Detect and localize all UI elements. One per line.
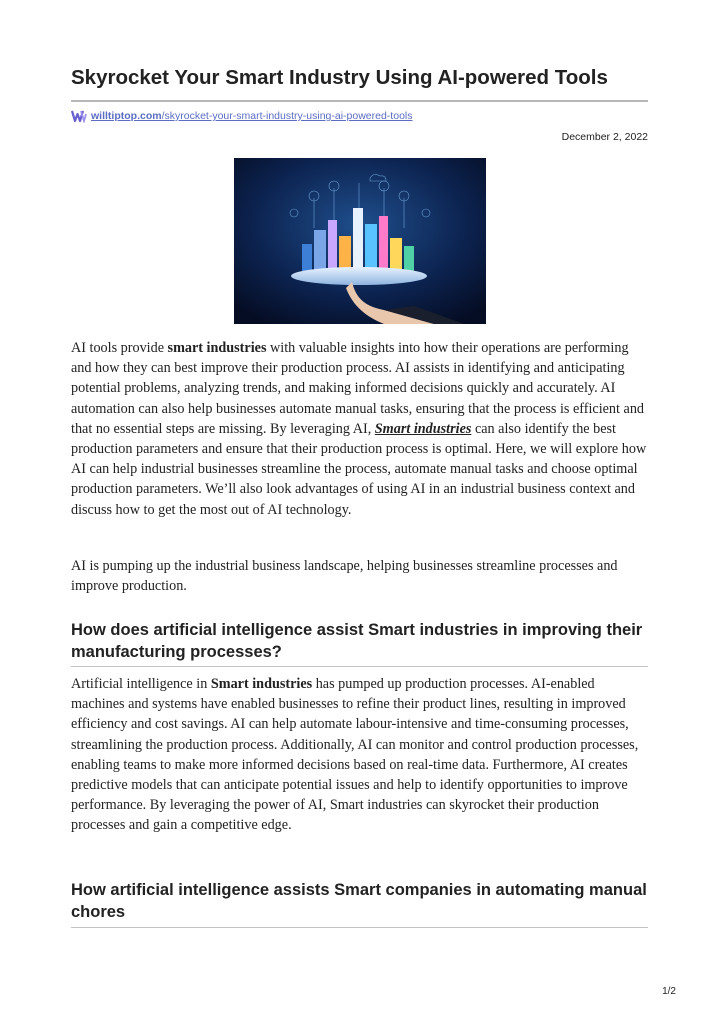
source-path[interactable]: /skyrocket-your-smart-industry-using-ai-powered-tools <box>161 110 413 122</box>
section1-text-2: has pumped up production processes. AI-enabled machines and systems have enabled businesses to refine their product lines, resulting in improved efficiency and cost savings. AI can help automate labour-intensive and time-consuming processes, streamlining the production process. Additionally, AI can monitor and control production processes, enabling teams to make more informed decisions based on real-time data. Furthermore, AI creates predictive models that can anticipate potential issues and help to identify opportunities to improve performance. By leveraging the power of AI, Smart industries can skyrocket their production processes and gain a competitive edge. <box>71 676 639 834</box>
page-number: 1/2 <box>662 986 676 997</box>
site-logo-icon <box>71 109 87 123</box>
intro-text-2: with valuable insights into how their operations are performing and how they can best improve their production process. AI assists in identifying and anticipating potential problems, analyzing trends, and making informed decisions quickly and accurately. AI automation can also help businesses automate manual tasks, ensuring that the process is efficient and that no essential steps are missing. By leveraging AI, <box>71 340 645 437</box>
intro-bold-term: smart industries <box>167 340 267 356</box>
hero-image <box>234 158 486 324</box>
section1-bold-term: Smart industries <box>210 676 313 692</box>
title-divider <box>71 100 648 102</box>
intro-text-3: can also identify the best production parameters and ensure that their production process is optimal. Here, we will explore how AI can help industrial businesses streamline the process, automate manual tasks and choose optimal production parameters. We’ll also look advantages of using AI in an industrial business context and discuss how to get the most out of AI technology. <box>71 420 647 518</box>
section1-paragraph <box>71 674 648 836</box>
intro-text-1: AI tools provide <box>71 340 168 356</box>
section1-heading: How does artificial intelligence assist Smart industries in improving their manufacturing processes? <box>71 621 643 661</box>
source-domain[interactable]: willtiptop.com <box>91 110 162 122</box>
section2-heading: How artificial intelligence assists Smart companies in automating manual chores <box>71 881 647 921</box>
section1-text-1: Artificial intelligence in <box>71 676 211 692</box>
source-link[interactable] <box>71 108 413 124</box>
section1-divider <box>71 666 648 667</box>
smart-industries-link[interactable]: Smart industries <box>374 420 472 437</box>
publish-date: December 2, 2022 <box>561 131 648 143</box>
section2-divider <box>71 927 648 928</box>
article-title: Skyrocket Your Smart Industry Using AI-powered Tools <box>71 66 608 89</box>
intro-paragraph-2: AI is pumping up the industrial business landscape, helping businesses streamline processes and improve production. <box>71 558 618 595</box>
intro-paragraph <box>71 338 648 520</box>
